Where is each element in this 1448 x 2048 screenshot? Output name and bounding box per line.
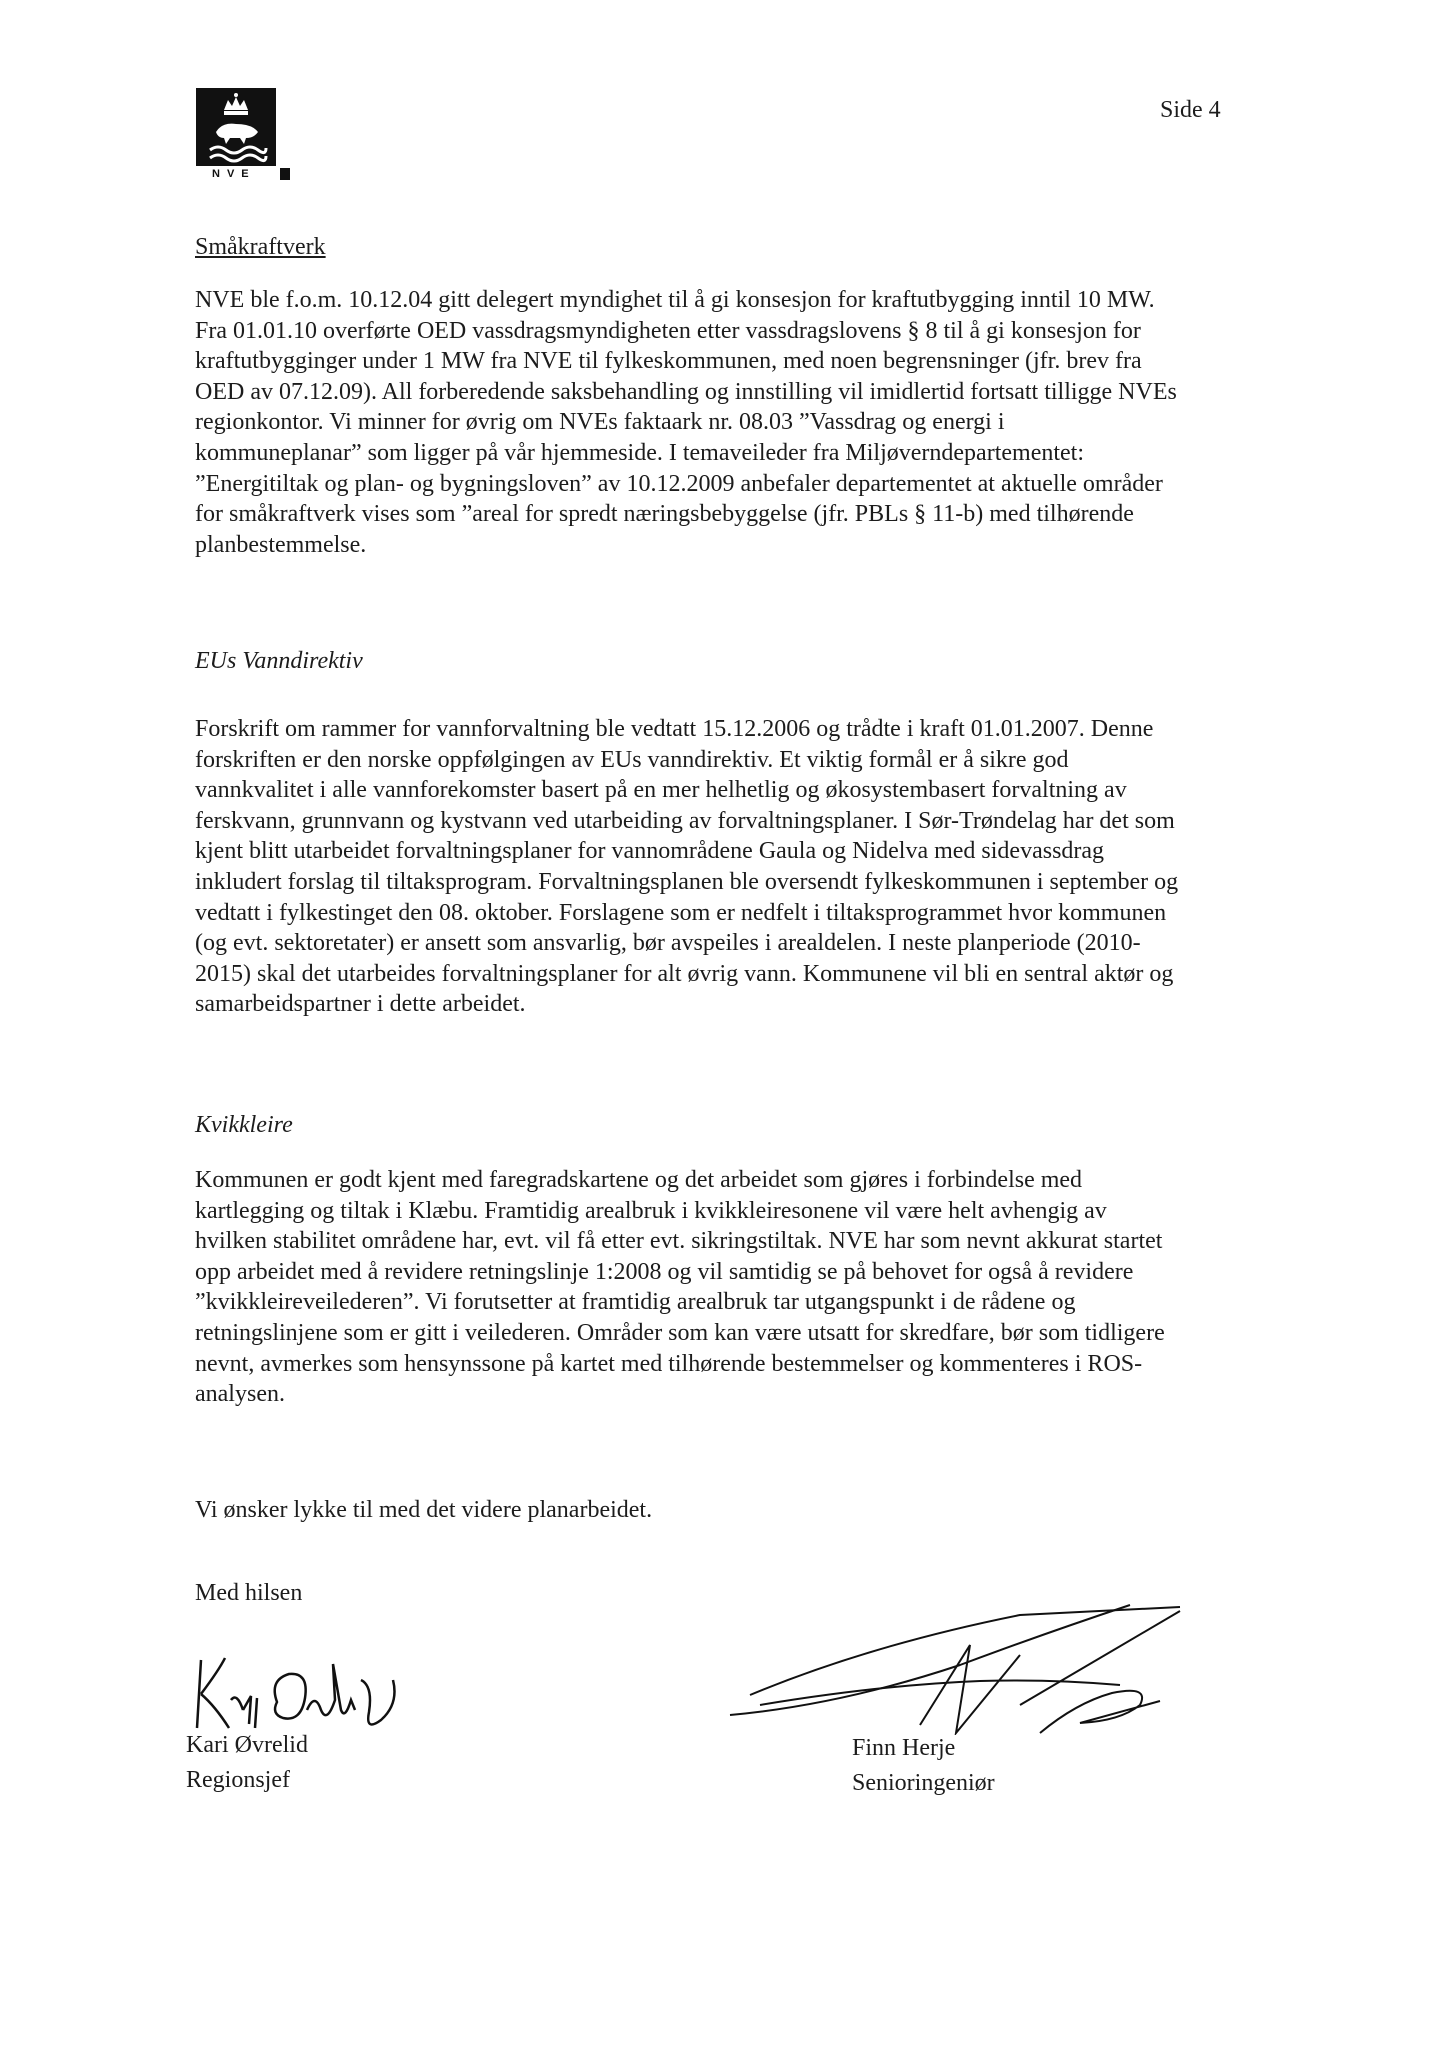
text-line: inkludert forslag til tiltaksprogram. Forvaltningsplanen ble oversendt fylkeskommunen i september og: [195, 868, 1179, 895]
text-line: 2015) skal det utarbeides forvaltningsplaner for alt øvrig vann. Kommunene vil bli en sentral aktør og: [195, 960, 1174, 987]
signature-finn-herje: [720, 1585, 1200, 1735]
text-line: samarbeidspartner i dette arbeidet.: [195, 991, 526, 1018]
section-heading-smakraftverk: Småkraftverk: [195, 234, 326, 260]
text-line: planbestemmelse.: [195, 531, 367, 558]
text-line: NVE ble f.o.m. 10.12.04 gitt delegert myndighet til å gi konsesjon for kraftutbygging inntil 10 MW.: [195, 287, 1155, 313]
logo-square-mark: [280, 168, 290, 180]
section-heading-kvikkleire: Kvikkleire: [195, 1112, 293, 1138]
text-line: analysen.: [195, 1381, 285, 1408]
text-line: for småkraftverk vises som ”areal for spredt næringsbebyggelse (jfr. PBLs § 11-b) med tilhørende: [195, 501, 1134, 528]
text-line: regionkontor. Vi minner for øvrig om NVEs faktaark nr. 08.03 ”Vassdrag og energi i: [195, 409, 1005, 436]
nve-logo: [196, 88, 290, 180]
text-line: (og evt. sektoretater) er ansett som ansvarlig, bør avspeiles i arealdelen. I neste planperiode (2010-: [195, 930, 1141, 957]
text-line: Forskrift om rammer for vannforvaltning ble vedtatt 15.12.2006 og trådte i kraft 01.01.2007. Denne: [195, 716, 1154, 742]
text-line: vannkvalitet i alle vannforekomster basert på en mer helhetlig og økosystembasert forvaltning av: [195, 777, 1127, 804]
signatory-title: Regionsjef: [186, 1767, 290, 1793]
section-body-kvikkleire: [195, 1165, 1243, 1410]
page-number: Side 4: [1160, 97, 1221, 123]
text-line: retningslinjene som er gitt i veilederen. Områder som kan være utsatt for skredfare, bør som tidligere: [195, 1319, 1165, 1346]
section-body-eus-vanndirektiv: [195, 714, 1243, 1020]
signatory-name: Finn Herje: [852, 1735, 956, 1761]
text-line: opp arbeidet med å revidere retningslinje 1:2008 og vil samtidig se på behovet for også å revidere: [195, 1258, 1134, 1285]
text-line: Kommunen er godt kjent med faregradskartene og det arbeidet som gjøres i forbindelse med: [195, 1167, 1083, 1193]
signatory-title: Senioringeniør: [852, 1770, 995, 1796]
text-line: nevnt, avmerkes som hensynssone på kartet med tilhørende bestemmelser og kommenteres i ROS-: [195, 1350, 1143, 1377]
text-line: forskriften er den norske oppfølgingen av EUs vanndirektiv. Et viktig formål er å sikre god: [195, 746, 1069, 773]
text-line: kartlegging og tiltak i Klæbu. Framtidig arealbruk i kvikkleiresonene vil være helt avhengig av: [195, 1197, 1107, 1224]
logo-text: NVE: [212, 168, 256, 180]
text-line: hvilken stabilitet områdene har, evt. vil få etter evt. sikringstiltak. NVE har som nevnt akkurat startet: [195, 1228, 1163, 1255]
text-line: ”kvikkleireveilederen”. Vi forutsetter at framtidig arealbruk tar utgangspunkt i de rådene og: [195, 1289, 1076, 1316]
text-line: kommuneplanar” som ligger på vår hjemmeside. I temaveileder fra Miljøverndepartementet:: [195, 439, 1084, 466]
section-body-smakraftverk: [195, 285, 1243, 560]
nve-emblem-icon: [196, 88, 276, 166]
text-line: Fra 01.01.10 overførte OED vassdragsmyndigheten etter vassdragslovens § 8 til å gi konsesjon for: [195, 317, 1141, 344]
greeting: Med hilsen: [195, 1580, 303, 1606]
text-line: kjent blitt utarbeidet forvaltningsplaner for vannområdene Gaula og Nidelva med sidevassdrag: [195, 838, 1105, 865]
text-line: OED av 07.12.09). All forberedende saksbehandling og innstilling vil imidlertid fortsatt tilligge NVEs: [195, 378, 1177, 405]
text-line: vedtatt i fylkestinget den 08. oktober. Forslagene som er nedfelt i tiltaksprogrammet hvor kommunen: [195, 899, 1167, 926]
text-line: ”Energitiltak og plan- og bygningsloven” av 10.12.2009 anbefaler departementet at aktuelle områder: [195, 470, 1163, 497]
section-heading-eus-vanndirektiv: EUs Vanndirektiv: [195, 648, 363, 674]
text-line: kraftutbygginger under 1 MW fra NVE til fylkeskommunen, med noen begrensninger (jfr. brev fra: [195, 348, 1142, 375]
signatory-name: Kari Øvrelid: [186, 1732, 308, 1758]
closing-line: Vi ønsker lykke til med det videre planarbeidet.: [195, 1497, 653, 1523]
text-line: ferskvann, grunnvann og kystvann ved utarbeiding av forvaltningsplaner. I Sør-Trøndelag har det som: [195, 807, 1175, 834]
